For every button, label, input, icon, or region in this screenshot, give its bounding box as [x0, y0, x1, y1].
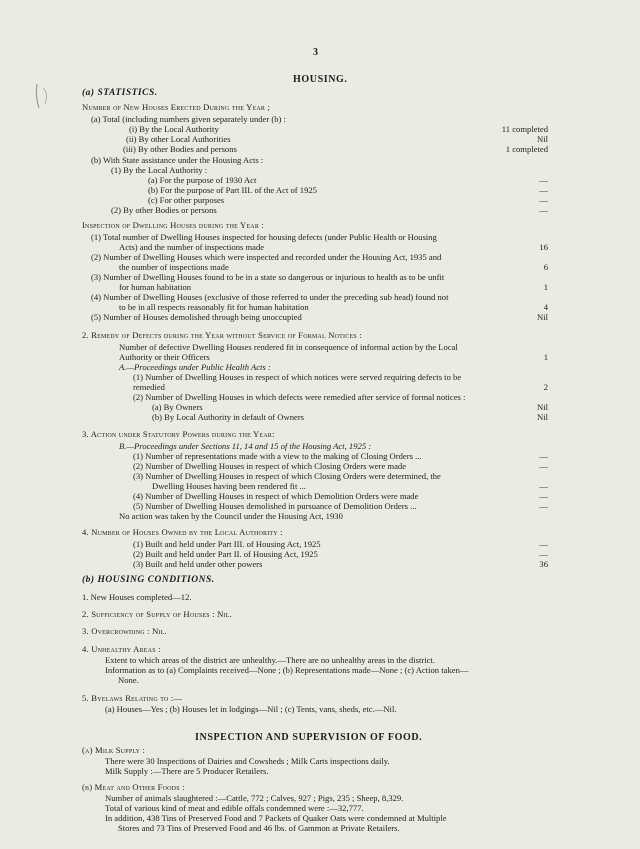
food-title: INSPECTION AND SUPERVISION OF FOOD.	[195, 732, 423, 743]
text-line: (a) By Owners	[152, 402, 203, 412]
value: —	[539, 205, 548, 215]
new-houses-heading: Number of New Houses Erected During the Year ;	[82, 102, 271, 112]
value: 4	[543, 302, 548, 312]
text-line: (b) By Local Authority in default of Owners	[152, 412, 305, 422]
text-line: 5. Byelaws Relating to :—	[82, 693, 183, 703]
owned-heading: 4. Number of Houses Owned by the Local Authority :	[82, 527, 283, 537]
value: —	[539, 195, 548, 205]
text-line: (a) Milk Supply :	[82, 745, 146, 755]
text-line: (3) Number of Dwelling Houses found to be in a state so dangerous or injurious to health as to be unfit	[91, 272, 445, 282]
text-line: (1) Built and held under Part III. of Housing Act, 1925	[133, 539, 321, 549]
text-line: to be in all respects reasonably fit for human habitation	[119, 302, 309, 312]
text-line: (a) Total (including numbers given separately under (b) :	[91, 114, 286, 124]
value: —	[539, 549, 548, 559]
binding-hole-mark	[33, 82, 55, 110]
text-line: Extent to which areas of the district are unhealthy.—There are no unhealthy areas in the district.	[105, 655, 435, 665]
page-number: 3	[313, 47, 318, 58]
text-line: Dwelling Houses having been rendered fit ...	[152, 481, 306, 491]
value: Nil	[537, 402, 548, 412]
value: 36	[539, 559, 548, 569]
text-line: (1) Total number of Dwelling Houses inspected for housing defects (under Public Health or Housing	[91, 232, 437, 242]
text-line: (1) Number of representations made with a view to the making of Closing Orders ...	[133, 451, 422, 461]
text-line: remedied	[133, 382, 165, 392]
text-line: In addition, 438 Tins of Preserved Food and 7 Packets of Quaker Oats were condemned at Multiple	[105, 813, 447, 823]
remedy-heading: 2. Remedy of Defects during the Year without Service of Formal Notices :	[82, 330, 362, 340]
text-line: (2) Built and held under Part II. of Housing Act, 1925	[133, 549, 318, 559]
text-line: (3) Number of Dwelling Houses in respect of which Closing Orders were determined, the	[133, 471, 441, 481]
value: —	[539, 481, 548, 491]
text-line: (2) Number of Dwelling Houses in respect of which Closing Orders were made	[133, 461, 407, 471]
value: 6	[543, 262, 548, 272]
text-line: Number of animals slaughtered :—Cattle, 772 ; Calves, 927 ; Pigs, 235 ; Sheep, 8,329.	[105, 793, 404, 803]
text-line: 3. Overcrowding : Nil.	[82, 626, 167, 636]
text-line: A.—Proceedings under Public Health Acts :	[119, 362, 271, 372]
text-line: (i) By the Local Authority	[129, 124, 219, 134]
text-line: No action was taken by the Council under the Housing Act, 1930	[119, 511, 343, 521]
text-line: B.—Proceedings under Sections 11, 14 and 15 of the Housing Act, 1925 :	[119, 441, 372, 451]
text-line: (1) By the Local Authority :	[111, 165, 208, 175]
value: 1 completed	[505, 144, 548, 154]
text-line: Total of various kind of meat and edible offals condemned were :—32,777.	[105, 803, 364, 813]
text-line: (2) Number of Dwelling Houses in which defects were remedied after service of formal notices :	[133, 392, 466, 402]
value: 11 completed	[501, 124, 548, 134]
value: 16	[539, 242, 548, 252]
text-line: (2) Number of Dwelling Houses which were inspected and recorded under the Housing Act, 1935 and	[91, 252, 442, 262]
text-line: Number of defective Dwelling Houses rendered fit in consequence of informal action by the Local	[119, 342, 458, 352]
inspection-heading: Inspection of Dwelling Houses during the Year :	[82, 220, 264, 230]
text-line: Information as to (a) Complaints received—None ; (b) Representations made—None ; (c) Action taken—	[105, 665, 469, 675]
value: —	[539, 185, 548, 195]
value: Nil	[537, 412, 548, 422]
text-line: (4) Number of Dwelling Houses in respect of which Demolition Orders were made	[133, 491, 419, 501]
text-line: Milk Supply :—There are 5 Producer Retailers.	[105, 766, 269, 776]
value: —	[539, 461, 548, 471]
text-line: (b) For the purpose of Part III. of the Act of 1925	[148, 185, 317, 195]
text-line: Authority or their Officers	[119, 352, 210, 362]
text-line: Acts) and the number of inspections made	[119, 242, 265, 252]
value: —	[539, 491, 548, 501]
text-line: (iii) By other Bodies and persons	[123, 144, 237, 154]
text-line: 2. Sufficiency of Supply of Houses : Nil.	[82, 609, 232, 619]
text-line: 1. New Houses completed—12.	[82, 592, 192, 602]
value: 1	[543, 352, 548, 362]
text-line: (5) Number of Houses demolished through being unoccupied	[91, 312, 302, 322]
text-line: (b) Meat and Other Foods :	[82, 782, 185, 792]
action-heading: 3. Action under Statutory Powers during the Year:	[82, 429, 275, 439]
text-line: (1) Number of Dwelling Houses in respect of which notices were served requiring defects to be	[133, 372, 462, 382]
text-line: (a) Houses—Yes ; (b) Houses let in lodgings—Nil ; (c) Tents, vans, sheds, etc.—Nil.	[105, 704, 397, 714]
value: —	[539, 501, 548, 511]
text-line: 4. Unhealthy Areas :	[82, 644, 161, 654]
value: —	[539, 175, 548, 185]
value: —	[539, 539, 548, 549]
text-line: None.	[118, 675, 139, 685]
value: —	[539, 451, 548, 461]
text-line: (c) For other purposes	[148, 195, 225, 205]
text-line: (b) With State assistance under the Housing Acts :	[91, 155, 264, 165]
page-title: HOUSING.	[293, 74, 348, 85]
value: 2	[543, 382, 548, 392]
conditions-heading: (b) HOUSING CONDITIONS.	[82, 575, 215, 585]
value: 1	[543, 282, 548, 292]
text-line: the number of inspections made	[119, 262, 229, 272]
text-line: (2) By other Bodies or persons	[111, 205, 217, 215]
text-line: (a) For the purpose of 1930 Act	[148, 175, 257, 185]
text-line: (4) Number of Dwelling Houses (exclusive of those referred to under the preceding sub head) found not	[91, 292, 449, 302]
value: Nil	[537, 134, 548, 144]
text-line: (ii) By other Local Authorities	[126, 134, 231, 144]
text-line: (3) Built and held under other powers	[133, 559, 263, 569]
text-line: Stores and 73 Tins of Preserved Food and 46 lbs. of Gammon at Private Retailers.	[118, 823, 400, 833]
text-line: for human habitation	[119, 282, 192, 292]
text-line: (5) Number of Dwelling Houses demolished in pursuance of Demolition Orders ...	[133, 501, 417, 511]
statistics-heading: (a) STATISTICS.	[82, 88, 158, 98]
text-line: There were 30 Inspections of Dairies and Cowsheds ; Milk Carts inspections daily.	[105, 756, 390, 766]
value: Nil	[537, 312, 548, 322]
